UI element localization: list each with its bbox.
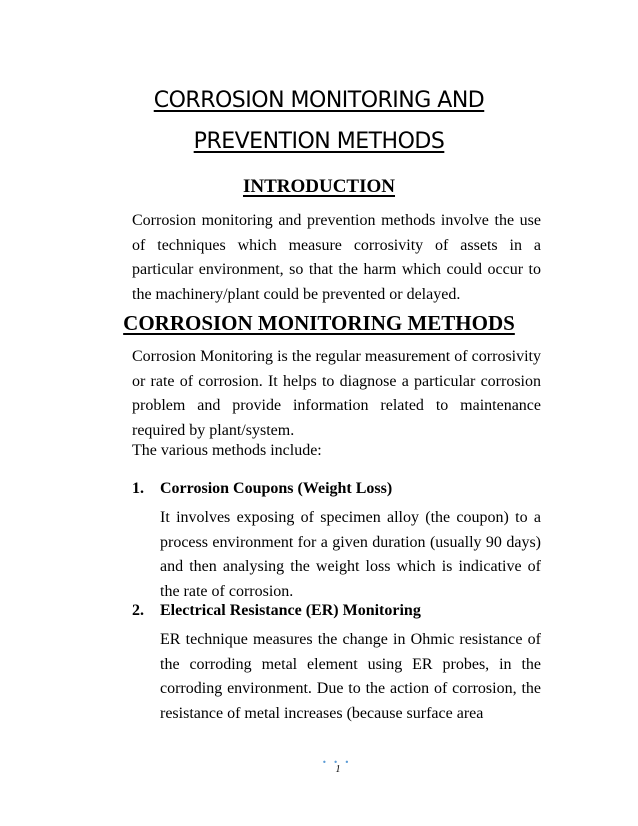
method-item-1-description: It involves exposing of specimen alloy (the coupon) to a process environment for a given duration (usually 90 days) and then analysing the weight loss which is indicative of the rate of corrosion. xyxy=(160,509,541,600)
introduction-paragraph: Corrosion monitoring and prevention methods involve the use of techniques which measure corrosivity of assets in a particular environment, so that the harm which could occur to the machinery/plant could be prevented or delayed. xyxy=(132,212,541,303)
method-item-1-title: Corrosion Coupons (Weight Loss) xyxy=(160,480,393,497)
page-title-line-2: PREVENTION METHODS xyxy=(193,129,445,154)
method-item-2-title: Electrical Resistance (ER) Monitoring xyxy=(160,602,421,619)
method-item-1-number: 1. xyxy=(132,480,144,497)
method-item-2-heading xyxy=(132,599,541,624)
footer-dots-ornament: • • • xyxy=(322,758,352,767)
method-item-2-number: 2. xyxy=(132,602,144,619)
methods-intro-line: The various methods include: xyxy=(132,442,322,459)
introduction-heading: INTRODUCTION xyxy=(242,176,396,197)
page-title-line-1: CORROSION MONITORING AND xyxy=(153,88,485,113)
method-item-2-description: ER technique measures the change in Ohmic resistance of the corroding metal element using ER probes, in the corroding environment. Due to the action of corrosion, the resistance of metal increases (because surface area xyxy=(160,631,541,722)
method-item-1-heading xyxy=(132,477,541,502)
page-number: 1 xyxy=(335,764,341,775)
monitoring-methods-heading: CORROSION MONITORING METHODS xyxy=(123,311,515,335)
monitoring-methods-paragraph: Corrosion Monitoring is the regular measurement of corrosivity or rate of corrosion. It helps to diagnose a particular corrosion problem and provide information related to maintenance required by plant/system. xyxy=(132,348,541,439)
